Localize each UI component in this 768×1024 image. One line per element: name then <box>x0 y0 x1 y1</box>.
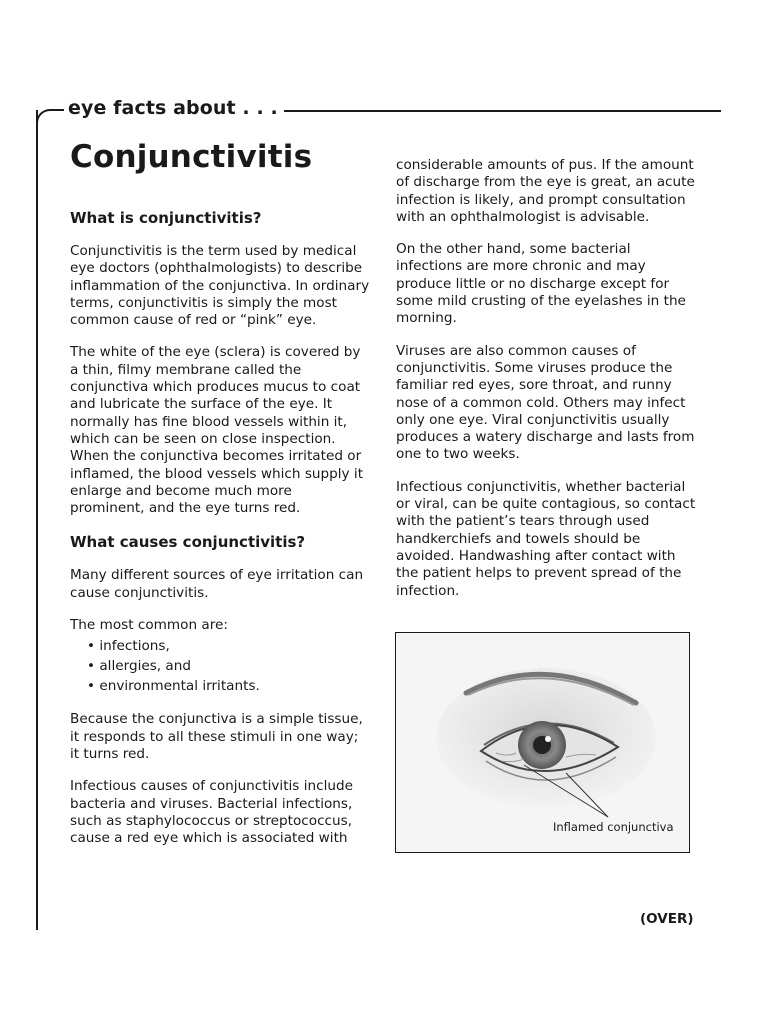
paragraph: The white of the eye (sclera) is covered by a thin, filmy membrane called the conjunctiva which produces mucus to coat and lubricate the surface of the eye. It normally has fine blood vessels within it, which can be seen on close inspection. When the conjunctiva becomes irritated or inflamed, the blood vessels which supply it enlarge and become much more prominent, and the eye turns red. <box>70 344 364 517</box>
right-column <box>396 157 696 615</box>
figure-caption: Inflamed conjunctiva <box>553 820 674 834</box>
list-item: • environmental irritants. <box>87 676 370 696</box>
left-column <box>70 208 370 862</box>
left-margin-rule <box>36 110 38 930</box>
list-item: • infections, <box>87 636 370 656</box>
paragraph: considerable amounts of pus. If the amount of discharge from the eye is great, an acute infection is likely, and prompt consultation with an ophthalmologist is advisable. <box>396 157 695 225</box>
paragraph: Infectious causes of conjunctivitis include bacteria and viruses. Bacterial infections, such as staphylococcus or streptococcus, cause a red eye which is associated with <box>70 778 353 847</box>
paragraph: On the other hand, some bacterial infections are more chronic and may produce little or no discharge except for some mild crusting of the eyelashes in the morning. <box>396 241 686 327</box>
paragraph: Conjunctivitis is the term used by medical eye doctors (ophthalmologists) to describe inflammation of the conjunctiva. In ordinary terms, conjunctivitis is simply the most common cause of red or “pink” eye. <box>70 243 370 329</box>
over-label: (OVER) <box>640 911 694 927</box>
header-label: eye facts about . . . <box>68 97 278 119</box>
header-corner-rule <box>36 109 64 127</box>
paragraph: Because the conjunctiva is a simple tissue, it responds to all these stimuli in one way; it turns red. <box>70 711 363 762</box>
paragraph: Many different sources of eye irritation can cause conjunctivitis. <box>70 567 364 601</box>
section-heading-causes: What causes conjunctivitis? <box>70 533 306 552</box>
page-title: Conjunctivitis <box>70 139 313 175</box>
eye-illustration <box>395 632 690 853</box>
paragraph: Viruses are also common causes of conjunctivitis. Some viruses produce the familiar red eyes, sore throat, and runny nose of a common cold. Others may infect only one eye. Viral conjunctivitis usually produces a watery discharge and lasts from one to two weeks. <box>396 342 695 463</box>
header-rule <box>284 110 721 112</box>
paragraph: Infectious conjunctivitis, whether bacterial or viral, can be quite contagious, so contact with the patient’s tears through used handkerchiefs and towels should be avoided. Handwashing after contact with the patient helps to prevent spread of the infection. <box>396 478 696 599</box>
causes-list <box>70 636 370 696</box>
paragraph: The most common are: <box>70 617 228 634</box>
list-item: • allergies, and <box>87 656 370 676</box>
section-heading-what-is: What is conjunctivitis? <box>70 209 262 227</box>
